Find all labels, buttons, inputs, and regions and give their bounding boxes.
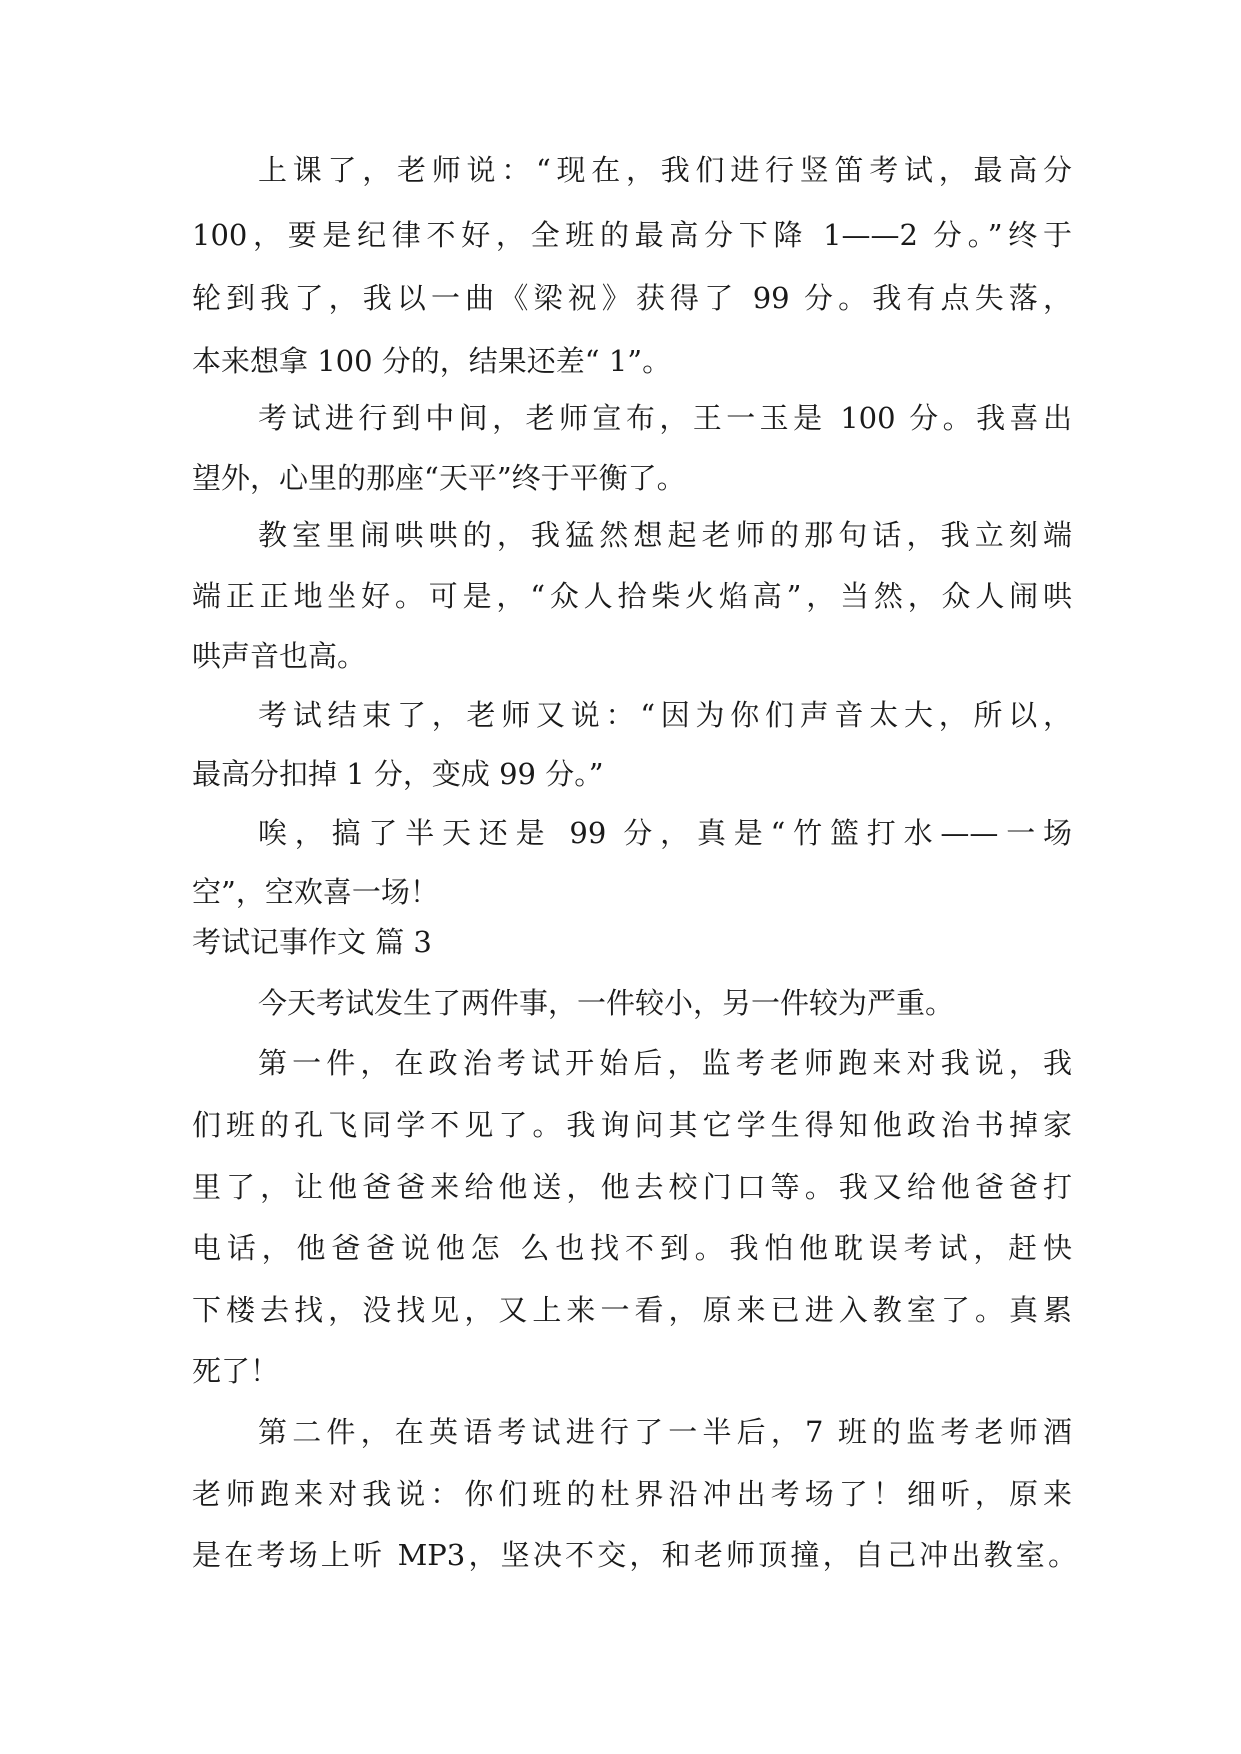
- text-line: 上课了，老师说：“现在，我们进行竖笛考试，最高分: [258, 153, 1072, 187]
- text-line: 考试进行到中间，老师宣布，王一玉是 100 分。我喜出: [258, 401, 1072, 435]
- text-line: 本来想拿 100 分的，结果还差“ 1”。: [192, 344, 672, 378]
- text-line: 第一件，在政治考试开始后，监考老师跑来对我说，我: [258, 1046, 1072, 1080]
- text-line: 老师跑来对我说：你们班的杜界沿冲出考场了！细听，原来: [192, 1477, 1072, 1511]
- text-line: 哄声音也高。: [192, 639, 367, 673]
- text-line: 100，要是纪律不好，全班的最高分下降 1——2 分。”终于: [192, 218, 1072, 252]
- text-line: 端正正地坐好。可是，“众人拾柴火焰高”，当然，众人闹哄: [192, 579, 1072, 613]
- text-line: 们班的孔飞同学不见了。我询问其它学生得知他政治书掉家: [192, 1108, 1072, 1142]
- text-line: 是在考场上听 MP3，坚决不交，和老师顶撞，自己冲出教室。: [192, 1538, 1077, 1572]
- text-line: 教室里闹哄哄的，我猛然想起老师的那句话，我立刻端: [258, 518, 1072, 552]
- text-line: 望外，心里的那座“天平”终于平衡了。: [192, 461, 686, 495]
- text-line: 考试结束了，老师又说：“因为你们声音太大，所以，: [258, 698, 1072, 732]
- text-line: 第二件，在英语考试进行了一半后，7 班的监考老师酒: [258, 1415, 1072, 1449]
- text-line: 死了！: [192, 1354, 280, 1388]
- text-line: 唉，搞了半天还是 99 分，真是“竹篮打水——一场: [258, 816, 1072, 850]
- section-heading: 考试记事作文 篇 3: [192, 925, 432, 959]
- text-line: 下楼去找，没找见，又上来一看，原来已进入教室了。真累: [192, 1293, 1072, 1327]
- text-line: 里了，让他爸爸来给他送，他去校门口等。我又给他爸爸打: [192, 1170, 1072, 1204]
- text-line: 电话，他爸爸说他怎 么也找不到。我怕他耽误考试，赶快: [192, 1231, 1072, 1265]
- text-line: 轮到我了，我以一曲《梁祝》获得了 99 分。我有点失落，: [192, 281, 1072, 315]
- text-line: 最高分扣掉 1 分，变成 99 分。”: [192, 757, 604, 791]
- text-line: 今天考试发生了两件事，一件较小，另一件较为严重。: [258, 986, 955, 1020]
- text-line: 空”，空欢喜一场！: [192, 875, 439, 909]
